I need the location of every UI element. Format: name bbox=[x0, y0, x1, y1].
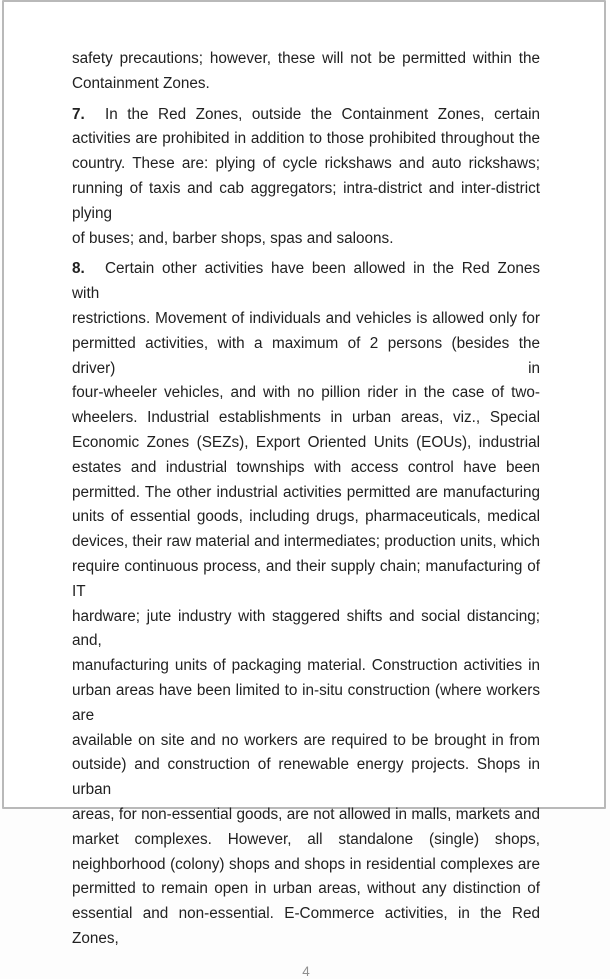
text-line: permitted to remain open in urban areas, without any distinction of bbox=[72, 880, 540, 898]
text-line: wheelers. Industrial establishments in urban areas, viz., Special bbox=[72, 409, 540, 427]
text-line: restrictions. Movement of individuals and vehicles is allowed only for bbox=[72, 309, 540, 327]
text-line: devices, their raw material and intermediates; production units, which bbox=[72, 533, 540, 551]
text-line: market complexes. However, all standalone (single) shops, bbox=[72, 830, 540, 848]
text-line: four-wheeler vehicles, and with no pillion rider in the case of two- bbox=[72, 384, 540, 402]
text-line: manufacturing units of packaging material. Construction activities in bbox=[72, 657, 540, 675]
text-line: outside) and construction of renewable energy projects. Shops in urban bbox=[72, 756, 540, 799]
text-line: safety precautions; however, these will not be permitted within the bbox=[72, 50, 540, 67]
text-line: 8. Certain other activities have been allowed in the Red Zones with bbox=[72, 257, 540, 307]
text-line: available on site and no workers are required to be brought in from bbox=[72, 731, 540, 749]
document-body bbox=[4, 2, 540, 952]
paragraph-number: 7. bbox=[72, 105, 85, 123]
text-line: Economic Zones (SEZs), Export Oriented Units (EOUs), industrial bbox=[72, 433, 540, 451]
paragraph bbox=[72, 47, 540, 97]
page-footer bbox=[4, 964, 540, 979]
page-number: 4 bbox=[302, 963, 310, 979]
text-line: running of taxis and cab aggregators; intra-district and inter-district plying bbox=[72, 179, 540, 222]
text-line: country. These are: plying of cycle rickshaws and auto rickshaws; bbox=[72, 155, 540, 173]
text-line: of buses; and, barber shops, spas and saloons. bbox=[72, 229, 394, 247]
text-line: estates and industrial townships with access control have been bbox=[72, 458, 540, 476]
text-line: require continuous process, and their supply chain; manufacturing of IT bbox=[72, 557, 540, 600]
paragraph bbox=[72, 103, 540, 252]
text-line: essential and non-essential. E-Commerce activities, in the Red Zones, bbox=[72, 905, 540, 947]
text-line: activities are prohibited in addition to those prohibited throughout the bbox=[72, 130, 540, 148]
paragraph-number: 8. bbox=[72, 260, 85, 278]
text-line: areas, for non-essential goods, are not allowed in malls, markets and bbox=[72, 805, 540, 823]
text-line: hardware; jute industry with staggered shifts and social distancing; and, bbox=[72, 607, 540, 650]
document-page bbox=[2, 0, 606, 979]
text-line: permitted activities, with a maximum of 2 persons (besides the driver) in bbox=[72, 334, 540, 377]
paragraph bbox=[72, 257, 540, 951]
text-line: units of essential goods, including drugs, pharmaceuticals, medical bbox=[72, 508, 540, 526]
text-line: Containment Zones. bbox=[72, 74, 210, 92]
text-line: neighborhood (colony) shops and shops in residential complexes are bbox=[72, 855, 540, 873]
text-line: permitted. The other industrial activities permitted are manufacturing bbox=[72, 483, 540, 501]
text-line: urban areas have been limited to in-situ construction (where workers are bbox=[72, 681, 540, 724]
text-line: 7. In the Red Zones, outside the Containment Zones, certain bbox=[72, 103, 540, 128]
